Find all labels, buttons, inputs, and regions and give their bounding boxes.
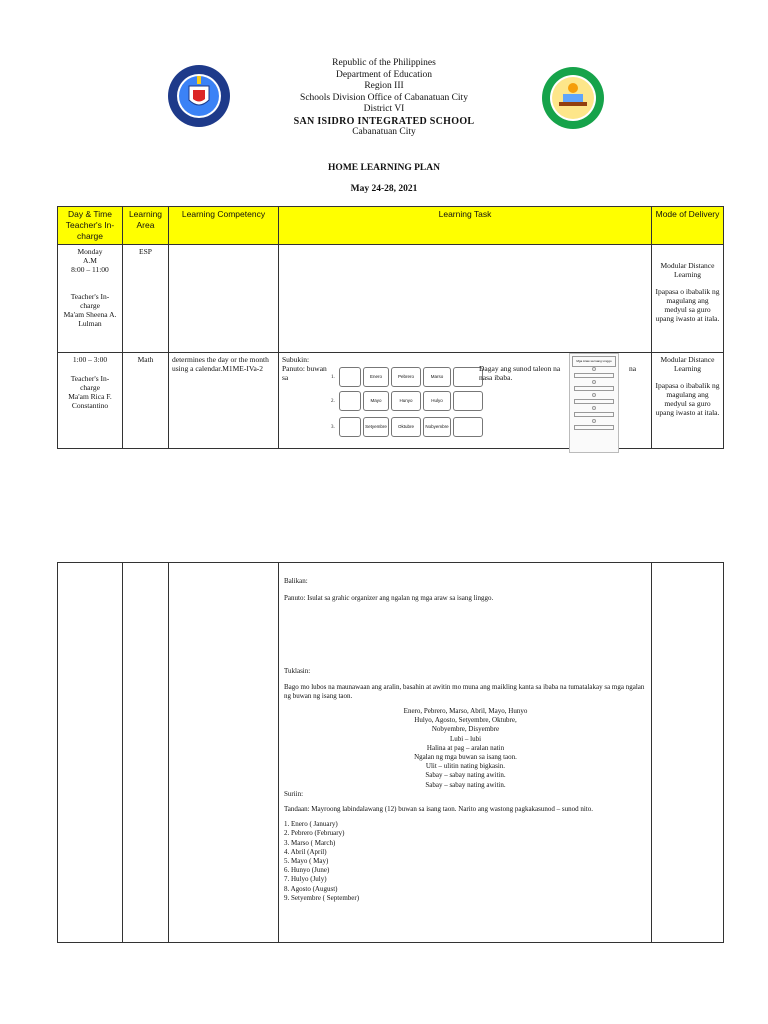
task-cell (279, 245, 652, 353)
learning-plan-table (57, 206, 724, 449)
list-item: 4. Abril (April) (284, 847, 327, 856)
col-header-competency: Learning Competency (169, 207, 279, 245)
competency-cell (169, 563, 279, 943)
school-name: SAN ISIDRO INTEGRATED SCHOOL (293, 115, 475, 127)
list-item: 6. Hunyo (June) (284, 866, 330, 875)
subukin-label: Subukin: (282, 355, 310, 364)
table-row (58, 245, 724, 353)
train-car: Setyembre (363, 417, 389, 437)
school-city: Cabanatuan City (352, 127, 416, 137)
list-item: 5. Mayo ( May) (284, 857, 329, 866)
time: 8:00 – 11:00 (71, 265, 109, 274)
table-row (58, 353, 724, 449)
song-line: Halina at pag – aralan natin (426, 743, 505, 752)
table-header-row (58, 207, 724, 245)
col-header-day-time: Day & Time Teacher's In-charge (58, 207, 123, 245)
suriin-label: Suriin: (284, 789, 304, 798)
song-line: Hulyo, Agosto, Setyembre, Oktubre, (414, 716, 517, 725)
letterhead (0, 58, 768, 139)
song-lyrics (284, 707, 647, 790)
list-item: 7. Hulyo (July) (284, 875, 327, 884)
train-car: Hunyo (391, 391, 421, 411)
competency-cell (169, 245, 279, 353)
mode-text: Modular Distance Learning (660, 355, 715, 373)
col-header-area: Learning Area (123, 207, 169, 245)
train-car: Oktubre (391, 417, 421, 437)
competency-cell: determines the day or the month using a calendar.M1ME-IVa-2 (169, 353, 279, 449)
tuklasin-text: Bago mo lubos na maunawaan ang aralin, basahin at awitin mo muna ang maikling kanta sa ibaba na tumatalakay sa mga ngalan ng buwan ng isang taon. (284, 682, 645, 700)
train-car: Mayo (363, 391, 389, 411)
ampm: A.M (83, 256, 97, 265)
day: Monday (77, 247, 103, 256)
letterhead-line: Region III (364, 81, 404, 91)
area-cell: ESP (123, 245, 169, 353)
teacher-label: Teacher's In-charge (70, 374, 110, 392)
train-car: Enero (363, 367, 389, 387)
list-item: 3. Marso ( March) (284, 838, 336, 847)
mode-note: Ipapasa o ibabalik ng magulang ang medyul sa guro upang iwasto at itala. (655, 381, 720, 417)
task-cell (279, 563, 652, 943)
letterhead-line: Department of Education (335, 69, 433, 80)
teacher-name: Ma'am Sheena A. Lulman (63, 310, 117, 328)
graphic-organizer (569, 353, 619, 453)
tuklasin-label: Tuklasin: (284, 667, 311, 676)
time: 1:00 – 3:00 (72, 355, 108, 364)
teacher-name: Ma'am Rica F. Constantino (68, 392, 112, 410)
organizer-title: Mga Araw sa Isang Linggo (572, 356, 616, 367)
day-time-cell (58, 563, 123, 943)
balikan-panuto: Panuto: Isulat sa grahic organizer ang ngalan ng mga araw sa isang linggo. (284, 594, 494, 603)
mode-text: Modular Distance Learning (660, 261, 715, 279)
letterhead-line: Republic of the Philippines (332, 58, 436, 68)
train-car: Hulyo (423, 391, 451, 411)
instruction-text: Dagay ang sunod taleon na nasa ibaba. (479, 364, 561, 382)
mode-cell (652, 353, 724, 449)
list-item: 1. Enero ( January) (284, 820, 338, 829)
song-line: Nobyembre, Disyembre (431, 725, 500, 734)
table-row (58, 563, 724, 943)
mode-note: Ipapasa o ibabalik ng magulang ang medyul sa guro upang iwasto at itala. (655, 287, 720, 323)
document-date: May 24-28, 2021 (350, 184, 418, 194)
list-item: 9. Setyembre ( September) (284, 893, 360, 902)
list-item: 8. Agosto (August) (284, 884, 338, 893)
na-text: na (629, 364, 637, 373)
col-header-mode: Mode of Delivery (652, 207, 724, 245)
area-cell: Math (123, 353, 169, 449)
song-line: Sabay – sabay nating awitin. (425, 771, 506, 780)
letterhead-line: Schools Division Office of Cabanatuan City (300, 92, 468, 103)
mode-cell (652, 245, 724, 353)
day-time-cell (58, 353, 123, 449)
task-cell: Subukin: Panuto: buwan sa 1. Enero Pebrero Marso 2. Mayo Hunyo Hulyo 3. Setyembre Oktubre Nobyembre Dagay ang sunod taleon na nasa ibaba. Mga Araw sa Isang Linggo na (279, 353, 652, 449)
train-car: Marso (423, 367, 451, 387)
song-line: Ulit – ulitin nating bigkasin. (425, 762, 506, 771)
song-line: Sabay – sabay nating awitin. (425, 780, 506, 789)
train-car: Nobyembre (423, 417, 451, 437)
months-list (284, 820, 647, 903)
song-line: Enero, Pebrero, Marso, Abril, Mayo, Hunyo (403, 707, 528, 716)
panuto-text: Panuto: buwan sa (282, 364, 327, 382)
teacher-label: Teacher's In-charge (70, 292, 110, 310)
learning-plan-table-continued (57, 562, 724, 943)
letterhead-line: District VI (363, 104, 405, 114)
col-header-task: Learning Task (279, 207, 652, 245)
document-title: HOME LEARNING PLAN (328, 163, 440, 173)
song-line: Lubi – lubi (449, 734, 482, 743)
train-car: Pebrero (391, 367, 421, 387)
area-cell (123, 563, 169, 943)
day-time-cell (58, 245, 123, 353)
list-item: 2. Pebrero (February) (284, 829, 345, 838)
song-line: Ngalan ng mga buwan sa isang taon. (414, 753, 517, 762)
tandaan-text: Tandaan: Mayroong labindalawang (12) buwan sa isang taon. Narito ang wastong pagkakasunod – sunod nito. (284, 805, 593, 814)
mode-cell (652, 563, 724, 943)
balikan-label: Balikan: (284, 577, 308, 585)
